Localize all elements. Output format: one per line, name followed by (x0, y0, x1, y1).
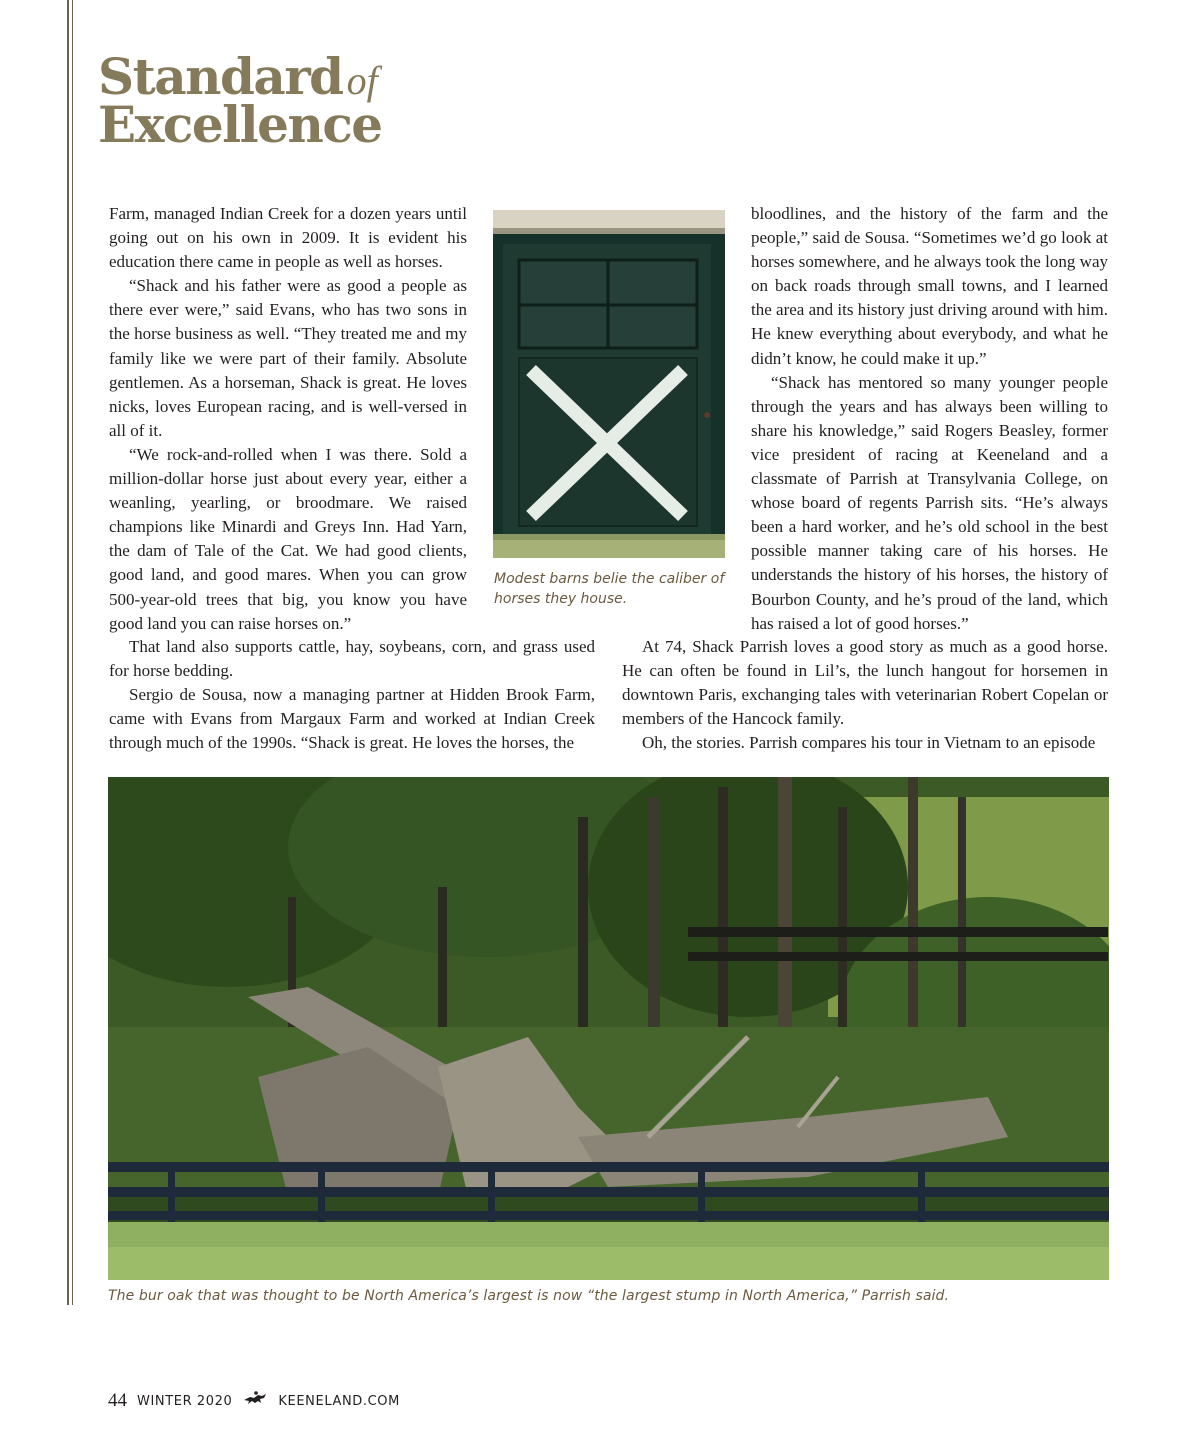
paragraph: “We rock-and-rolled when I was there. Sold a million-dollar horse just about every year, either a weanling, yearling, or broodmare. We raised champions like Minardi and Greys Inn. Had Yarn, the dam of Tale of the Cat. We had good clients, good land, and good mares. When you can grow 500-year-old trees that big, you know you have good land you can raise horses on.” (109, 444, 467, 633)
article-lower-right (622, 635, 1108, 755)
article-lower-left (109, 635, 595, 755)
paragraph: Sergio de Sousa, now a managing partner at Hidden Brook Farm, came with Evans from Margaux Farm and worked at Indian Creek through much of the 1990s. “Shack is great. He loves the horses, the (109, 685, 595, 753)
website-url: KEENELAND.COM (278, 1393, 400, 1409)
barn-photo-caption: Modest barns belie the caliber of horses they house. (494, 571, 725, 607)
oak-photo-caption: The bur oak that was thought to be North America’s largest is now “the largest stump in North America,” Parrish said. (108, 1288, 950, 1304)
margin-rule-thin (72, 0, 73, 1305)
paragraph: bloodlines, and the history of the farm and the people,” said de Sousa. “Sometimes we’d go look at horses somewhere, and he always took the long way on back roads through small towns, and I learned the area and its history just driving around with him. He knew everything about everybody, and what he didn’t know, he could make it up.” (751, 204, 1108, 368)
fallen-oak-photo (108, 777, 1109, 1280)
paragraph: Oh, the stories. Parrish compares his tour in Vietnam to an episode (642, 733, 1096, 753)
paragraph: “Shack and his father were as good a people as there ever were,” said Evans, who has two sons in the horse business as well. “They treated me and my family like we were part of their family. Absolute gentlemen. As a horseman, Shack is great. He loves nicks, loves European racing, and is well-versed in all of it. (109, 276, 467, 440)
article-column-1 (109, 202, 467, 636)
page-footer (108, 1390, 400, 1412)
barn-door-illustration (493, 210, 725, 558)
article-column-3 (751, 202, 1108, 636)
fallen-oak-illustration (108, 777, 1109, 1280)
paragraph: At 74, Shack Parrish loves a good story as much as a good horse. He can often be found in Lil’s, the lunch hangout for horsemen in downtown Paris, exchanging tales with veterinarian Robert Copelan or members of the Hancock family. (622, 637, 1108, 729)
paragraph: “Shack has mentored so many younger people through the years and has always been willing to share his knowledge,” said Rogers Beasley, former vice president of racing at Keeneland and a classmate of Parrish at Transylvania College, on whose board of regents Parrish sits. “He’s always been a hard worker, and he’s old school in the best possible manner taking care of his horses. He understands the history of his horses, the history of Bourbon County, and he’s proud of the land, which has raised a lot of good horses.” (751, 372, 1108, 633)
title-word-excellence: Excellence (98, 95, 382, 154)
title-word-of: of (346, 58, 378, 103)
page-number: 44 (108, 1390, 127, 1411)
page-title (98, 47, 382, 154)
margin-rule (67, 0, 69, 1305)
paragraph: That land also supports cattle, hay, soybeans, corn, and grass used for horse bedding. (109, 637, 595, 681)
barn-door-photo (493, 210, 725, 558)
horse-and-jockey-icon (242, 1391, 268, 1412)
paragraph: Farm, managed Indian Creek for a dozen years until going out on his own in 2009. It is evident his education there came in people as well as horses. (109, 204, 467, 272)
issue-season: WINTER 2020 (137, 1393, 233, 1409)
title-word-standard: Standard (98, 47, 343, 106)
